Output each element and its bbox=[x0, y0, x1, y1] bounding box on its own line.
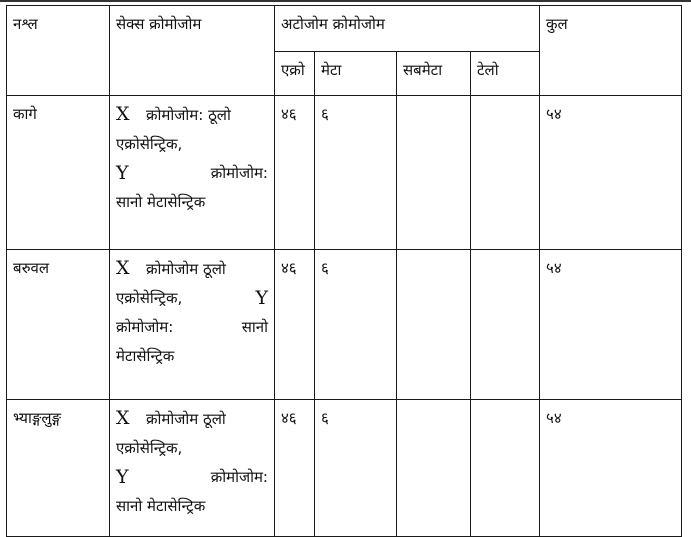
y-chromosome-text-3: मेटासेन्ट्रिक bbox=[116, 347, 175, 365]
meta-cell: ६ bbox=[315, 250, 397, 400]
chromosome-table bbox=[6, 5, 682, 537]
subheader-submeta: सबमेटा bbox=[397, 52, 471, 96]
acro-cell: ४६ bbox=[275, 250, 315, 400]
x-chromosome-text-2: एक्रोसेन्ट्रिक, bbox=[116, 289, 183, 307]
y-chromosome-letter: Y bbox=[116, 162, 129, 184]
table-row bbox=[7, 96, 682, 250]
sex-chromosome-cell bbox=[110, 250, 275, 400]
y-chromosome-text-2: सानो मेटासेन्ट्रिक bbox=[116, 193, 206, 211]
x-chromosome-text: क्रोमोजोम ठूलो bbox=[146, 260, 226, 278]
table-row bbox=[7, 400, 682, 537]
y-chromosome-text-2: सानो मेटासेन्ट्रिक bbox=[116, 497, 206, 515]
acro-cell: ४६ bbox=[275, 400, 315, 537]
subheader-telo: टेलो bbox=[471, 52, 540, 96]
x-chromosome-letter: X bbox=[116, 407, 130, 429]
x-chromosome-text-2: एक्रोसेन्ट्रिक, bbox=[116, 135, 183, 153]
telo-cell bbox=[471, 400, 540, 537]
y-chromosome-letter: Y bbox=[116, 466, 129, 488]
subheader-acro: एक्रो bbox=[275, 52, 315, 96]
telo-cell bbox=[471, 250, 540, 400]
meta-cell: ६ bbox=[315, 96, 397, 250]
x-chromosome-letter: X bbox=[116, 257, 130, 279]
x-chromosome-text: क्रोमोजोम: ठूलो bbox=[146, 106, 231, 124]
meta-cell: ६ bbox=[315, 400, 397, 537]
table-row bbox=[7, 250, 682, 400]
breed-cell: बरुवल bbox=[7, 250, 110, 400]
total-cell: ५४ bbox=[540, 250, 682, 400]
y-chromosome-text: क्रोमोजोम: bbox=[210, 468, 268, 486]
breed-cell: कागे bbox=[7, 96, 110, 250]
sex-chromosome-cell bbox=[110, 96, 275, 250]
total-cell: ५४ bbox=[540, 96, 682, 250]
y-chromosome-letter: Y bbox=[255, 287, 268, 309]
y-chromosome-text: क्रोमोजोम: bbox=[116, 318, 174, 336]
total-cell: ५४ bbox=[540, 400, 682, 537]
telo-cell bbox=[471, 96, 540, 250]
y-chromosome-text-2: सानो bbox=[241, 318, 268, 336]
header-breed: नश्ल bbox=[7, 6, 110, 96]
header-sex-chromosome: सेक्स क्रोमोजोम bbox=[110, 6, 275, 96]
y-chromosome-text: क्रोमोजोम: bbox=[210, 164, 268, 182]
page-top-edge bbox=[0, 0, 691, 4]
submeta-cell bbox=[397, 250, 471, 400]
x-chromosome-text-2: एक्रोसेन्ट्रिक, bbox=[116, 439, 183, 457]
breed-cell: भ्याङ्गलुङ्ग bbox=[7, 400, 110, 537]
header-row bbox=[7, 6, 682, 52]
acro-cell: ४६ bbox=[275, 96, 315, 250]
header-total: कुल bbox=[540, 6, 682, 96]
x-chromosome-letter: X bbox=[116, 103, 130, 125]
sex-chromosome-cell bbox=[110, 400, 275, 537]
subheader-meta: मेटा bbox=[315, 52, 397, 96]
header-autosome: अटोजोम क्रोमोजोम bbox=[275, 6, 540, 52]
x-chromosome-text: क्रोमोजोम ठूलो bbox=[146, 410, 226, 428]
submeta-cell bbox=[397, 400, 471, 537]
submeta-cell bbox=[397, 96, 471, 250]
